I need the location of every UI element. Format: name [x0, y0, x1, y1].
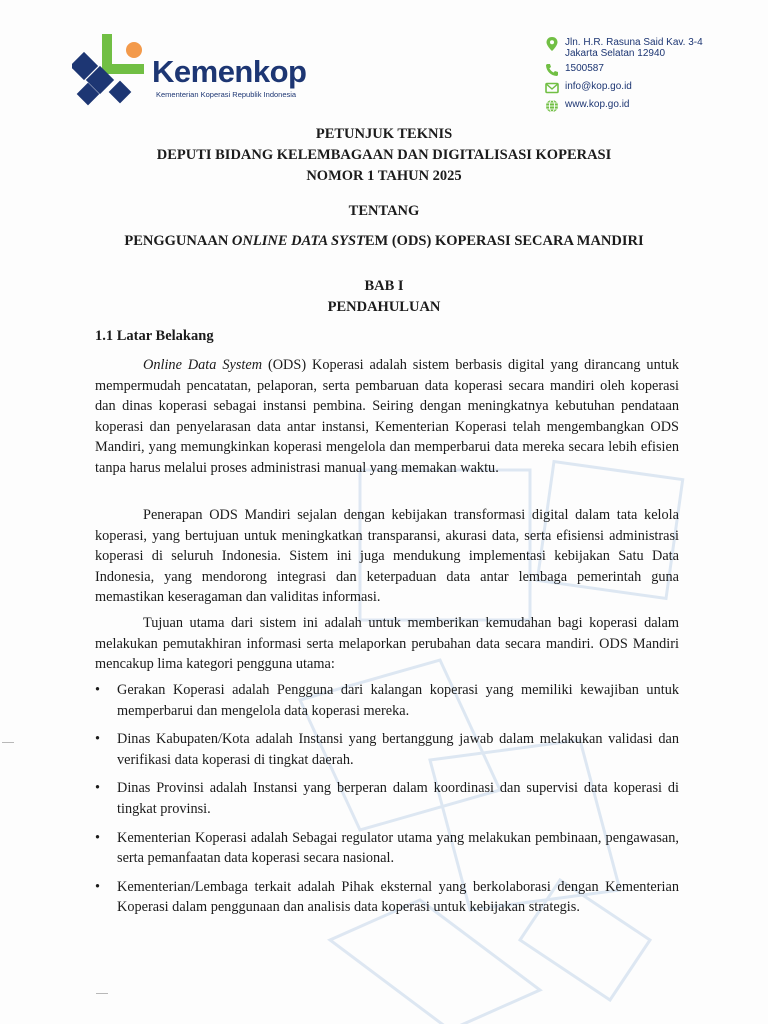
- document-subject: [0, 233, 768, 250]
- list-item: • Dinas Provinsi adalah Instansi yang berperan dalam koordinasi dan supervisi data koperasi di tingkat provinsi.: [95, 778, 679, 819]
- email-address[interactable]: info@kop.go.id: [565, 81, 632, 92]
- paragraph-1-text: (ODS) Koperasi adalah sistem berbasis digital yang dirancang untuk mempermudah pencatatan, pelaporan, serta pembaruan data koperasi secara mandiri oleh koperasi dan dinas koperasi sebagai instansi pembina. Seiring dengan meningkatnya kebutuhan pendataan koperasi dan penyelarasan data antar instansi, Kementerian Koperasi telah mengembangkan ODS Mandiri, yang memungkinkan koperasi mengelola dan memperbarui data mereka secara lebih efisien tanpa harus melalui proses administrasi manual yang memakan waktu.: [95, 357, 679, 476]
- chapter-heading: [0, 276, 768, 318]
- paragraph-1: [95, 355, 679, 479]
- location-pin-icon: [545, 37, 559, 51]
- contact-address: [545, 37, 703, 59]
- section-heading: 1.1 Latar Belakang: [95, 328, 214, 344]
- tentang-label: TENTANG: [348, 203, 420, 219]
- list-item: • Gerakan Koperasi adalah Pengguna dari kalangan koperasi yang memiliki kewajiban untuk memperbarui dan mengelola data koperasi mereka.: [95, 680, 679, 721]
- paragraph-2: Penerapan ODS Mandiri sejalan dengan kebijakan transformasi digital dalam tata kelola koperasi, yang bertujuan untuk meningkatkan transparansi, akurasi data, serta efisiensi administrasi koperasi di seluruh Indonesia. Sistem ini juga mendukung implementasi kebijakan Satu Data Indonesia, yang mendorong integrasi dan keterpaduan data antar lembaga pemerintah guna memastikan keseragaman dan validitas informasi.: [95, 507, 679, 606]
- contact-block: [545, 37, 703, 117]
- chapter-number: BAB I: [364, 278, 404, 294]
- address-line-1: Jln. H.R. Rasuna Said Kav. 3-4: [565, 37, 703, 48]
- address-line-2: Jakarta Selatan 12940: [565, 48, 666, 59]
- brand-name: Kemenkop: [152, 54, 307, 89]
- paragraph-1-italic: Online Data System: [143, 357, 263, 373]
- globe-icon: [545, 99, 559, 113]
- user-category-list: [95, 680, 679, 926]
- title-line-3: NOMOR 1 TAHUN 2025: [306, 168, 462, 184]
- chapter-name: PENDAHULUAN: [327, 299, 441, 315]
- contact-email: [545, 81, 703, 95]
- title-line-2: DEPUTI BIDANG KELEMBAGAAN DAN DIGITALISASI KOPERASI: [156, 147, 612, 163]
- paragraph-3: Tujuan utama dari sistem ini adalah untuk memberikan kemudahan bagi koperasi dalam melakukan pemutakhiran informasi serta melaporkan perubahan data secara mandiri. ODS Mandiri mencakup lima kategori pengguna utama:: [95, 615, 679, 673]
- list-item: • Kementerian Koperasi adalah Sebagai regulator utama yang melakukan pembinaan, pengawasan, serta pemanfaatan data koperasi secara nasional.: [95, 828, 679, 869]
- phone-icon: [545, 63, 559, 77]
- margin-mark: [96, 993, 108, 994]
- kemenkop-logo: [72, 32, 332, 112]
- contact-website: [545, 99, 703, 113]
- subject-after: EM (ODS) KOPERASI SECARA MANDIRI: [364, 233, 644, 249]
- website-url[interactable]: www.kop.go.id: [565, 99, 630, 110]
- margin-mark: [2, 742, 14, 743]
- phone-number: 1500587: [565, 63, 604, 74]
- subject-italic: ONLINE DATA SYST: [231, 233, 365, 249]
- email-icon: [545, 81, 559, 95]
- list-item: • Dinas Kabupaten/Kota adalah Instansi yang bertanggung jawab dalam melakukan validasi dan verifikasi data koperasi di tingkat daerah.: [95, 729, 679, 770]
- document-title: [0, 124, 768, 187]
- contact-phone: [545, 63, 703, 77]
- subject-before: PENGGUNAAN: [124, 233, 232, 249]
- logo-mark-icon: [72, 32, 152, 112]
- list-item: • Kementerian/Lembaga terkait adalah Pihak eksternal yang berkolaborasi dengan Kementerian Koperasi dalam penggunaan dan analisis data koperasi untuk kebijakan strategis.: [95, 877, 679, 918]
- brand-subtitle: Kementerian Koperasi Republik Indonesia: [156, 90, 297, 99]
- title-line-1: PETUNJUK TEKNIS: [315, 126, 453, 142]
